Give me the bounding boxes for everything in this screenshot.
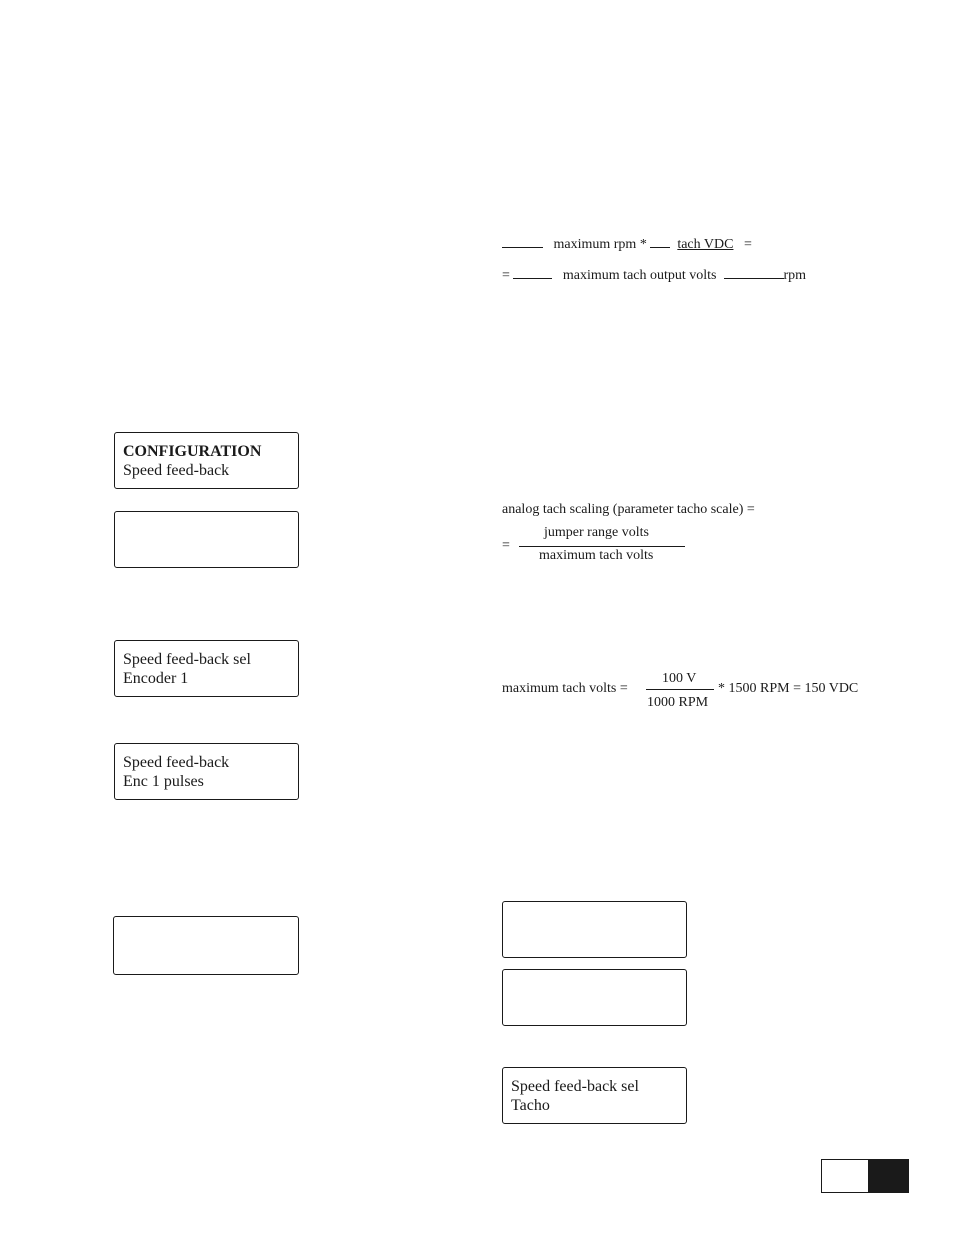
scaling-equals: = bbox=[502, 538, 510, 553]
display-tacho bbox=[502, 1067, 687, 1124]
display-line2: Encoder 1 bbox=[123, 670, 189, 687]
display-empty bbox=[114, 511, 299, 568]
display-empty bbox=[113, 916, 299, 975]
equals-sign: = bbox=[743, 237, 752, 252]
display-enc-pulses bbox=[114, 743, 299, 800]
scaling-denominator: maximum tach volts bbox=[539, 548, 654, 563]
display-line2: Tacho bbox=[511, 1097, 550, 1114]
example-rhs: * 1500 RPM = 150 VDC bbox=[718, 681, 859, 696]
example-lhs: maximum tach volts = bbox=[502, 681, 628, 696]
blank-field bbox=[502, 235, 543, 248]
fraction-bar bbox=[519, 546, 685, 547]
scaling-heading: analog tach scaling (parameter tacho scale) = bbox=[502, 502, 755, 517]
display-line2: Speed feed-back bbox=[123, 462, 230, 479]
display-line1: CONFIGURATION bbox=[123, 443, 262, 460]
scaling-numerator: jumper range volts bbox=[544, 525, 649, 540]
display-line1: Speed feed-back sel bbox=[511, 1078, 639, 1095]
formula-rpm-line2 bbox=[502, 266, 806, 284]
display-line1: Speed feed-back sel bbox=[123, 651, 251, 668]
blank-field bbox=[513, 266, 552, 279]
display-configuration bbox=[114, 432, 299, 489]
display-encoder bbox=[114, 640, 299, 697]
example-numerator: 100 V bbox=[662, 671, 697, 686]
display-line2: Enc 1 pulses bbox=[123, 773, 204, 790]
unit-label: rpm bbox=[783, 268, 807, 283]
page-tab-outline bbox=[821, 1159, 869, 1193]
blank-field bbox=[650, 235, 670, 248]
formula-text: maximum tach output volts bbox=[562, 268, 717, 283]
page-tab-filled bbox=[868, 1159, 909, 1193]
display-line1: Speed feed-back bbox=[123, 754, 230, 771]
equals-sign: = bbox=[502, 268, 510, 283]
display-empty bbox=[502, 901, 687, 958]
display-empty bbox=[502, 969, 687, 1026]
fraction-bar bbox=[646, 689, 714, 690]
formula-text: maximum rpm * bbox=[553, 237, 647, 252]
tach-vdc-label: tach VDC bbox=[677, 237, 734, 252]
blank-field bbox=[724, 266, 784, 279]
example-denominator: 1000 RPM bbox=[647, 695, 709, 710]
formula-rpm-line1 bbox=[502, 235, 752, 253]
